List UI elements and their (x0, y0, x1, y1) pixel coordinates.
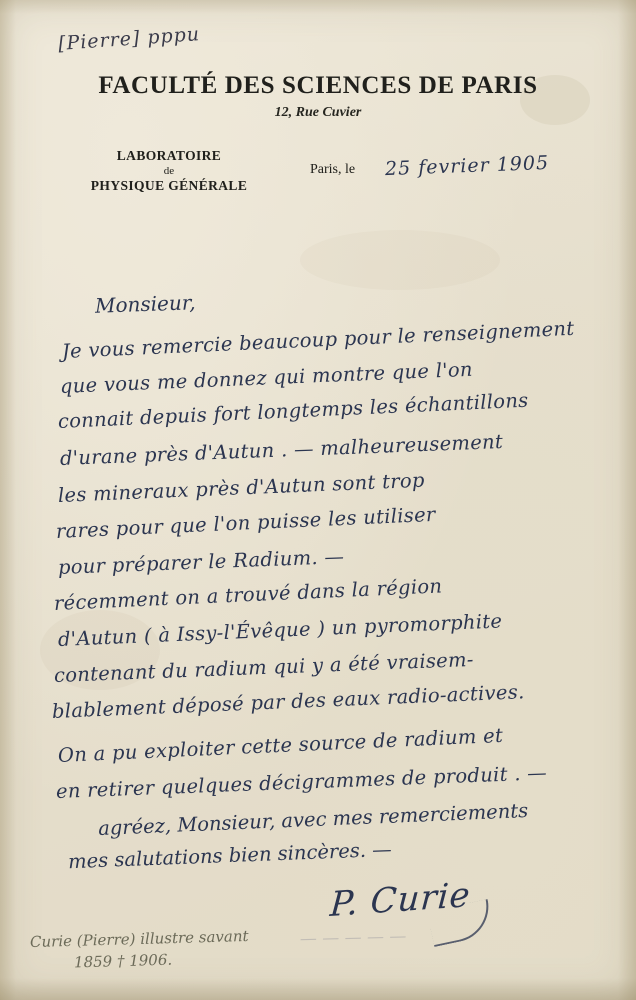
letter-salutation: Monsieur, (94, 290, 196, 318)
paper-edge-left (0, 0, 16, 1000)
archival-annotation-bottom-line-1: Curie (Pierre) illustre savant (29, 926, 249, 952)
letter-body-line: d'urane près d'Autun . — malheureusement (59, 429, 504, 470)
paper-edge-top (0, 0, 636, 14)
letter-body-line: récemment on a trouvé dans la région (53, 574, 443, 615)
dateline-prefix: Paris, le (310, 162, 356, 177)
letter-body-line: les minerauх près d'Autun sont trop (57, 468, 426, 507)
archival-annotation-top: [Pierre] pppu (57, 23, 201, 55)
laboratory-line-2: de (163, 165, 175, 177)
letter-body-line: blablement déposé par des eaux radio-actives. (51, 680, 525, 723)
letter-closing-line-1: agréez, Monsieur, avec mes remerciements (97, 799, 529, 840)
laboratory-line-3: PHYSIQUE GÉNÉRALE (90, 178, 248, 193)
letter-body-line: d'Autun ( à Issy-l'Évêque ) un pyromorphite (57, 609, 503, 651)
letter-body-line: connait depuis fort longtemps les échantillons (57, 388, 529, 433)
letter-body-line: pour préparer le Radium. — (57, 545, 345, 579)
laboratory-line-1: LABORATOIRE (116, 148, 222, 163)
letter-body-line: que vous me donnez qui montre que l'on (59, 357, 474, 398)
paper-stain (300, 230, 500, 290)
letter-body-line: rares pour que l'on puisse les utiliser (55, 502, 437, 543)
faint-stamp: — — — — — (299, 926, 407, 950)
letter-body-line: en retirer quelques décigrammes de produit . — (55, 761, 548, 803)
letter-body-line: Je vous remercie beaucoup pour le renseignement (61, 316, 575, 363)
archival-annotation-bottom-line-2: 1859 † 1906. (73, 950, 173, 972)
letter-body-line: On a pu exploiter cette source de radium et (57, 723, 504, 767)
letter-closing-line-2: mes salutations bien sincères. — (67, 837, 393, 874)
letter-body-line: contenant du radium qui y a été vraisem- (53, 647, 475, 687)
dateline-handwritten-date: 25 fevrier 1905 (384, 151, 550, 181)
paper-edge-bottom (0, 978, 636, 1000)
signature: P. Curie (328, 874, 473, 926)
laboratory-block (74, 148, 264, 194)
paper-edge-right (618, 0, 636, 1000)
letterhead-address: 12, Rue Cuvier (274, 105, 362, 120)
letterhead-title: FACULTÉ DES SCIENCES DE PARIS (98, 72, 538, 99)
